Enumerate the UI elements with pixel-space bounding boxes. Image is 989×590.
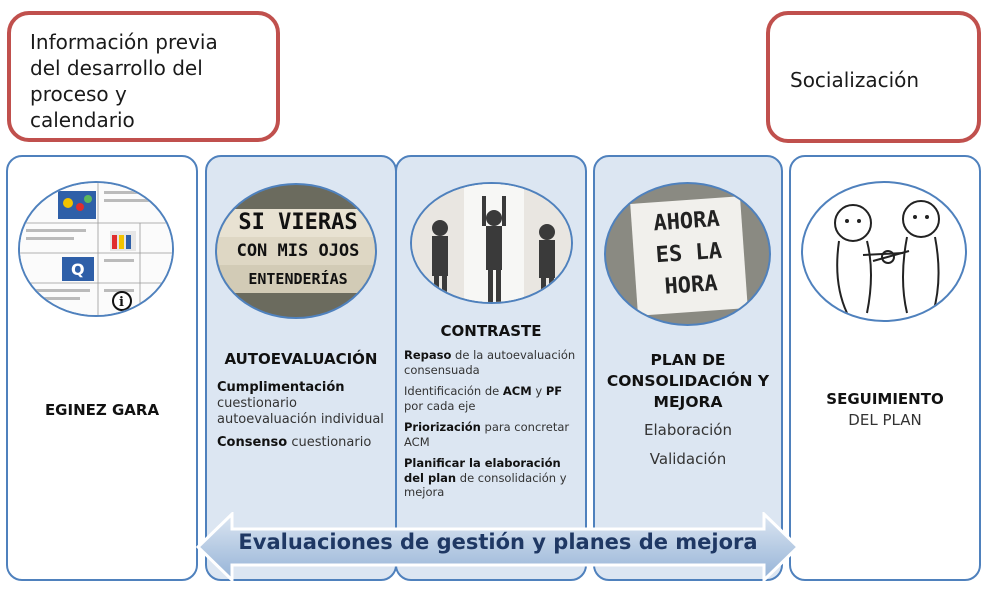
cumplimentacion-label: Cumplimentación <box>217 380 345 395</box>
figures-image <box>410 182 573 304</box>
info-callout <box>7 11 280 142</box>
info-callout-line-2: del desarrollo del <box>30 56 203 80</box>
contraste-paragraph-2 <box>404 384 582 413</box>
repaso-label: Repaso <box>404 348 452 362</box>
planificar-detail: de consolidación y mejora <box>404 470 567 499</box>
info-callout-line-1: Información previa <box>30 30 218 54</box>
elaboracion-label: Elaboración <box>644 421 732 439</box>
graffiti-line-2: CON MIS OJOS <box>217 237 377 265</box>
graffiti-text <box>217 209 377 293</box>
graffiti-line-3: ENTENDERÍAS <box>217 265 377 293</box>
consenso-detail: cuestionario <box>291 435 372 450</box>
contraste-paragraph-1 <box>404 348 582 377</box>
autoevaluacion-title: AUTOEVALUACIÓN <box>224 350 378 368</box>
ahora-line-3: HORA <box>663 271 719 300</box>
figures-image-drawing <box>412 184 573 304</box>
autoevaluacion-body <box>217 380 389 458</box>
form-image-drawing <box>20 183 174 317</box>
autoevaluacion-paragraph-2 <box>217 435 389 451</box>
validacion-label: Validación <box>649 450 727 468</box>
svg-text:Q: Q <box>71 260 85 279</box>
contraste-title: CONTRASTE <box>440 322 542 340</box>
contraste-paragraph-4 <box>404 456 582 500</box>
info-callout-line-3: proceso y <box>30 82 127 106</box>
plan-title: PLAN DE CONSOLIDACIÓN Y MEJORA <box>606 351 770 411</box>
socializacion-callout <box>766 11 981 143</box>
eginez-gara-title: EGINEZ GARA <box>44 401 160 419</box>
ahora-line-1: AHORA <box>652 206 721 237</box>
info-callout-line-4: calendario <box>30 108 135 132</box>
priorizacion-label: Priorización <box>404 420 481 434</box>
contraste-paragraph-3 <box>404 420 582 449</box>
priorizacion-detail: para concretar ACM <box>404 420 570 449</box>
contraste-body <box>404 348 582 507</box>
identificacion-connector: y <box>531 384 546 398</box>
form-image <box>18 181 174 317</box>
seguimiento-title: SEGUIMIENTO <box>826 390 944 408</box>
cumplimentacion-detail: cuestionario autoevaluación individual <box>217 396 384 427</box>
planificar-label: Planificar la elaboración del plan <box>404 456 561 485</box>
identificacion-label: Identificación de <box>404 384 503 398</box>
pf-label: PF <box>545 384 563 398</box>
socializacion-label: Socialización <box>790 68 920 92</box>
ahora-es-la-hora-image <box>604 182 771 326</box>
autoevaluacion-paragraph-1 <box>217 380 389 428</box>
graffiti-line-1: SI VIERAS <box>217 209 377 237</box>
identificacion-detail: por cada eje <box>404 398 476 413</box>
svg-text:i: i <box>119 295 124 310</box>
acm-label: ACM <box>502 384 532 398</box>
ahora-line-2: ES LA <box>654 238 723 269</box>
consenso-label: Consenso <box>217 435 288 450</box>
graffiti-image <box>215 183 377 319</box>
seguimiento-subtitle: DEL PLAN <box>848 411 922 429</box>
handshake-drawing <box>803 183 967 322</box>
ahora-sign <box>630 196 748 315</box>
handshake-image <box>801 181 967 322</box>
arrow-label: Evaluaciones de gestión y planes de mejora <box>238 530 758 554</box>
repaso-detail: de la autoevaluación consensuada <box>404 348 576 377</box>
